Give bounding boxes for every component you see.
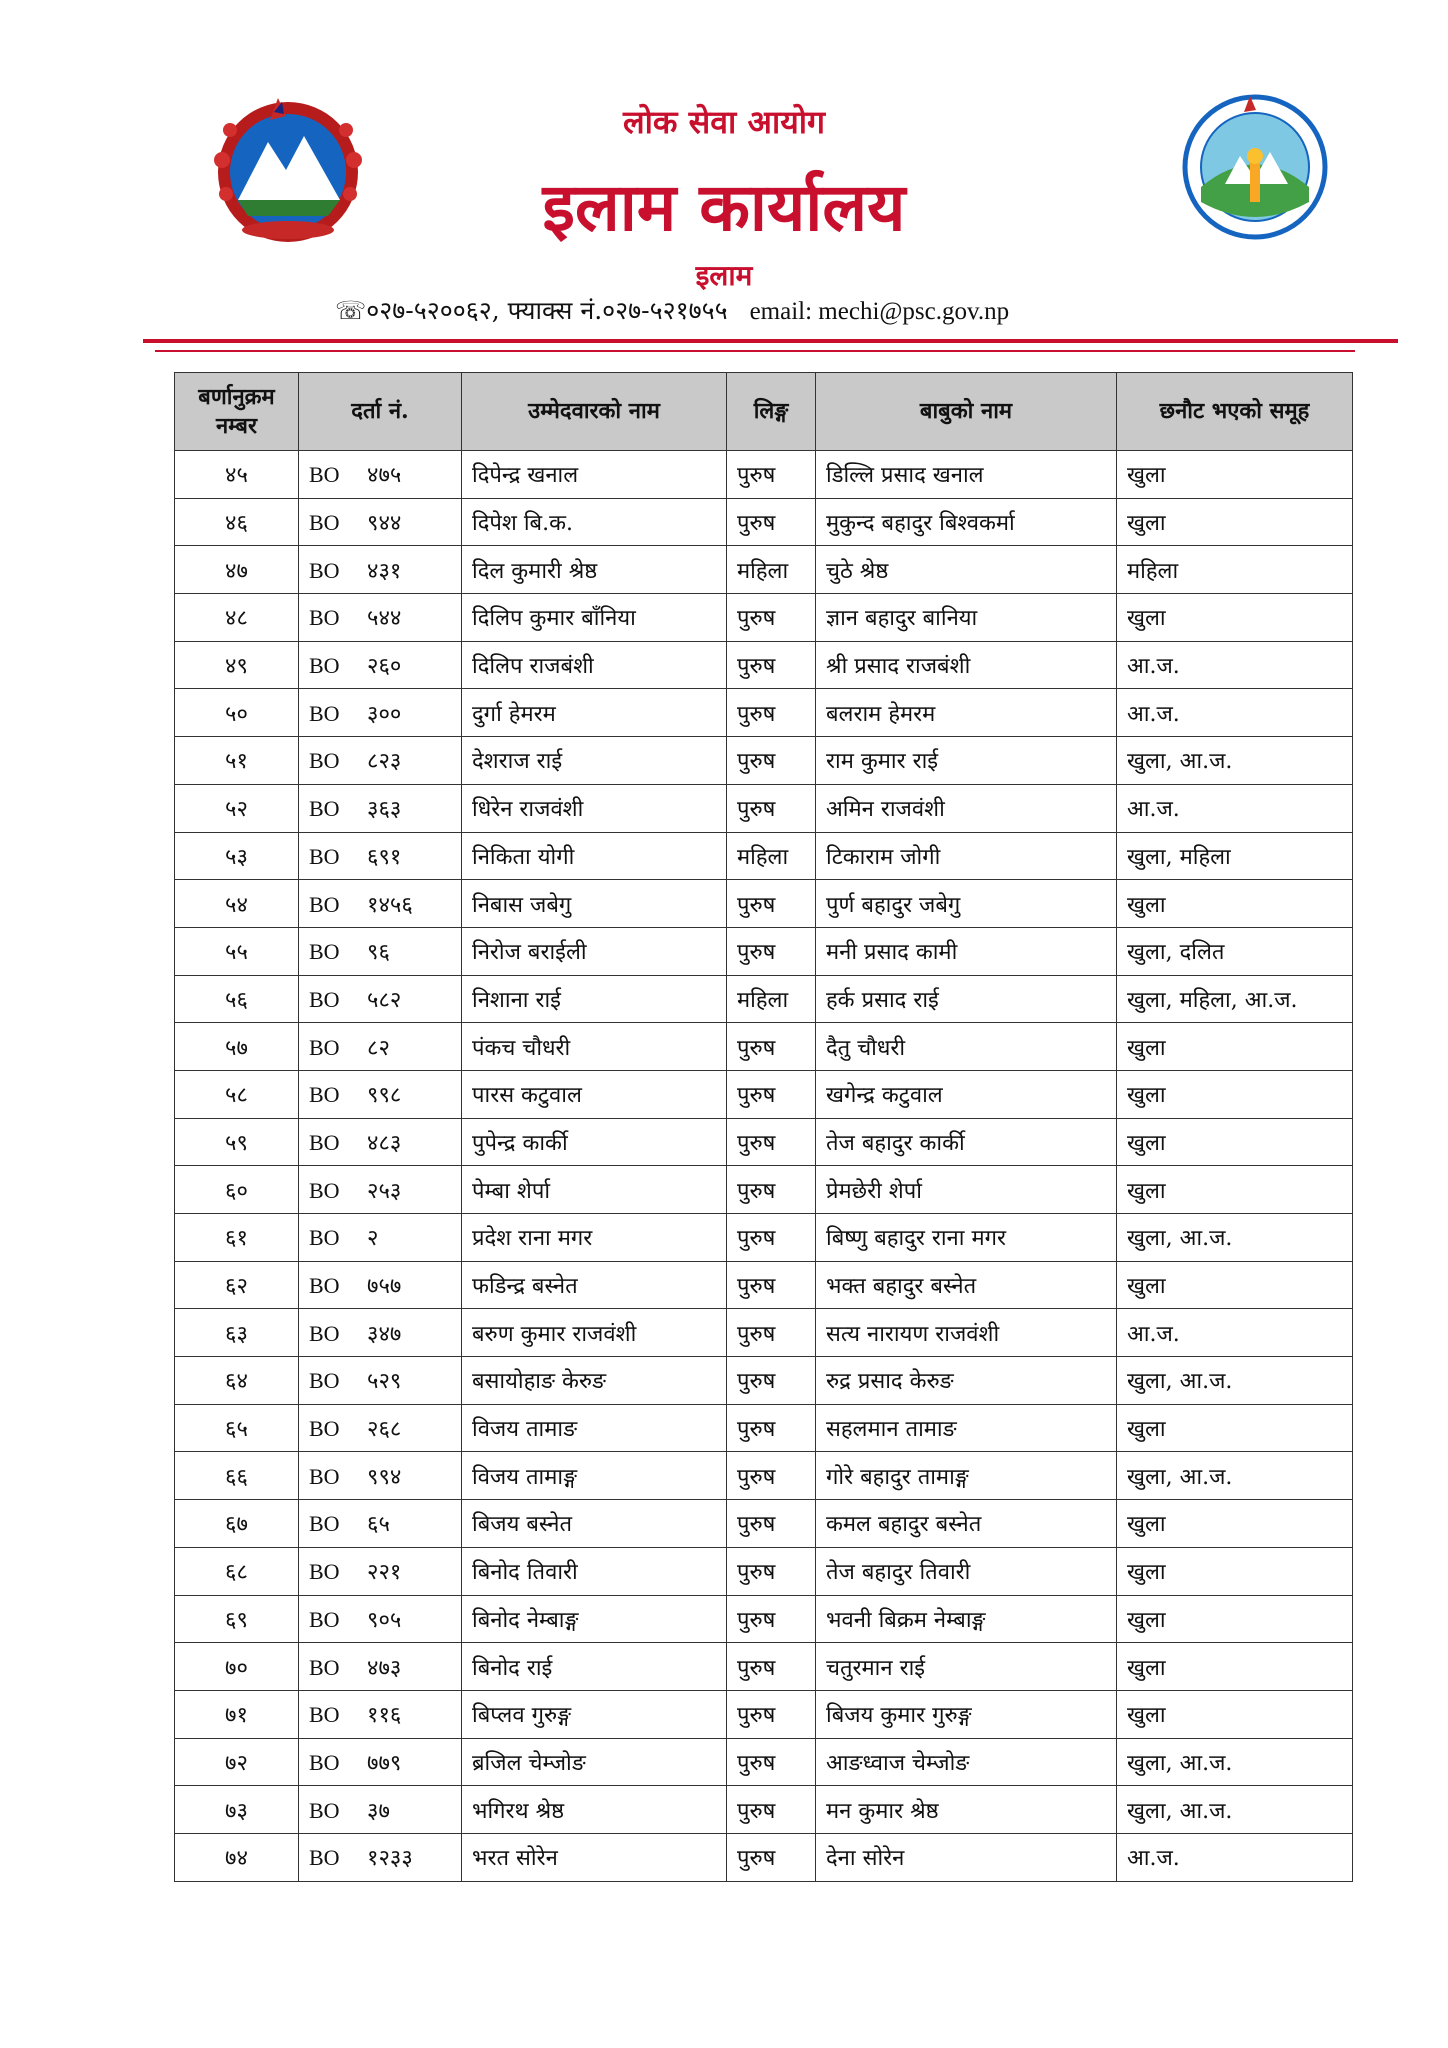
table-row (175, 1404, 1353, 1452)
table-row (175, 1023, 1353, 1071)
cell-gender: पुरुष (727, 1547, 816, 1595)
cell-gender: पुरुष (727, 1261, 816, 1309)
table-row (175, 1500, 1353, 1548)
cell-registration (299, 880, 462, 928)
office-place: इलाम (695, 259, 753, 292)
cell-serial: ६७ (175, 1500, 299, 1548)
cell-candidate-name: पारस कटुवाल (462, 1070, 727, 1118)
cell-selected-group: आ.ज. (1117, 784, 1353, 832)
cell-father-name: ज्ञान बहादुर बानिया (816, 594, 1117, 642)
cell-candidate-name: दिल कुमारी श्रेष्ठ (462, 546, 727, 594)
registration-prefix: BO (309, 1225, 340, 1251)
cell-father-name: बलराम हेमरम (816, 689, 1117, 737)
registration-prefix: BO (309, 1511, 340, 1537)
table-row (175, 1118, 1353, 1166)
registration-prefix: BO (309, 1606, 340, 1632)
table-row (175, 1738, 1353, 1786)
cell-serial: ६५ (175, 1404, 299, 1452)
cell-selected-group: खुला (1117, 498, 1353, 546)
cell-selected-group: खुला, महिला (1117, 832, 1353, 880)
cell-registration (299, 594, 462, 642)
cell-father-name: कमल बहादुर बस्नेत (816, 1500, 1117, 1548)
cell-registration (299, 451, 462, 499)
cell-gender: पुरुष (727, 594, 816, 642)
cell-selected-group: खुला (1117, 1166, 1353, 1214)
cell-candidate-name: निकिता योगी (462, 832, 727, 880)
registration-number: ५४४ (367, 606, 402, 632)
registration-number: ९४४ (367, 511, 402, 537)
cell-serial: ७४ (175, 1833, 299, 1881)
cell-father-name: श्री प्रसाद राजबंशी (816, 641, 1117, 689)
table-row (175, 1786, 1353, 1834)
cell-registration (299, 1261, 462, 1309)
registration-prefix: BO (309, 605, 340, 631)
cell-gender: महिला (727, 832, 816, 880)
cell-serial: ६० (175, 1166, 299, 1214)
cell-registration (299, 498, 462, 546)
cell-candidate-name: बिनोद तिवारी (462, 1547, 727, 1595)
registration-number: ९६ (367, 940, 390, 966)
cell-father-name: हर्क प्रसाद राई (816, 975, 1117, 1023)
cell-father-name: अमिन राजवंशी (816, 784, 1117, 832)
cell-selected-group: खुला (1117, 1118, 1353, 1166)
registration-number: ६९१ (367, 844, 402, 870)
registration-number: २५३ (367, 1178, 402, 1204)
cell-registration (299, 1595, 462, 1643)
registration-prefix: BO (309, 1559, 340, 1585)
cell-candidate-name: भरत सोरेन (462, 1833, 727, 1881)
cell-gender: पुरुष (727, 784, 816, 832)
cell-serial: ४९ (175, 641, 299, 689)
cell-serial: ४७ (175, 546, 299, 594)
cell-father-name: देना सोरेन (816, 1833, 1117, 1881)
header-rule-thin (155, 350, 1355, 352)
registration-number: १४५६ (367, 892, 413, 918)
table-row (175, 1547, 1353, 1595)
cell-registration (299, 1643, 462, 1691)
cell-gender: पुरुष (727, 1500, 816, 1548)
cell-registration (299, 1404, 462, 1452)
registration-prefix: BO (309, 1702, 340, 1728)
registration-prefix: BO (309, 986, 340, 1012)
cell-candidate-name: धिरेन राजवंशी (462, 784, 727, 832)
cell-serial: ५७ (175, 1023, 299, 1071)
cell-candidate-name: बिप्लव गुरुङ्ग (462, 1690, 727, 1738)
cell-selected-group: खुला, आ.ज. (1117, 1357, 1353, 1405)
cell-selected-group: खुला (1117, 1500, 1353, 1548)
cell-candidate-name: देशराज राई (462, 737, 727, 785)
cell-registration (299, 1214, 462, 1262)
table-row (175, 1309, 1353, 1357)
cell-selected-group: खुला (1117, 1547, 1353, 1595)
cell-gender: महिला (727, 546, 816, 594)
cell-selected-group: खुला (1117, 1404, 1353, 1452)
cell-gender: पुरुष (727, 1357, 816, 1405)
cell-serial: ६४ (175, 1357, 299, 1405)
cell-selected-group: खुला, दलित (1117, 927, 1353, 975)
header-rule-thick (143, 339, 1398, 343)
cell-father-name: बिजय कुमार गुरुङ्ग (816, 1690, 1117, 1738)
cell-serial: ५४ (175, 880, 299, 928)
registration-number: ६५ (367, 1512, 390, 1538)
header-gender: लिङ्ग (727, 373, 816, 451)
registration-number: २२१ (367, 1560, 402, 1586)
cell-serial: ५५ (175, 927, 299, 975)
registration-number: ८२३ (367, 749, 402, 775)
cell-gender: पुरुष (727, 1309, 816, 1357)
cell-serial: ७२ (175, 1738, 299, 1786)
cell-father-name: मन कुमार श्रेष्ठ (816, 1786, 1117, 1834)
header-candidate-name: उम्मेदवारको नाम (462, 373, 727, 451)
cell-gender: पुरुष (727, 1070, 816, 1118)
cell-candidate-name: प्रदेश राना मगर (462, 1214, 727, 1262)
cell-selected-group: खुला (1117, 1023, 1353, 1071)
cell-father-name: तेज बहादुर कार्की (816, 1118, 1117, 1166)
cell-father-name: दैतु चौधरी (816, 1023, 1117, 1071)
cell-serial: ४५ (175, 451, 299, 499)
cell-father-name: चुठे श्रेष्ठ (816, 546, 1117, 594)
cell-selected-group: खुला (1117, 1595, 1353, 1643)
registration-number: ३७ (367, 1798, 390, 1824)
cell-selected-group: खुला (1117, 880, 1353, 928)
cell-father-name: रुद्र प्रसाद केरुङ (816, 1357, 1117, 1405)
cell-serial: ६३ (175, 1309, 299, 1357)
table-row (175, 1643, 1353, 1691)
cell-father-name: पुर्ण बहादुर जबेगु (816, 880, 1117, 928)
registration-prefix: BO (309, 1368, 340, 1394)
cell-father-name: टिकाराम जोगी (816, 832, 1117, 880)
cell-selected-group: खुला, आ.ज. (1117, 1738, 1353, 1786)
cell-candidate-name: भगिरथ श्रेष्ठ (462, 1786, 727, 1834)
cell-registration (299, 1309, 462, 1357)
registration-number: ५८२ (367, 987, 402, 1013)
cell-serial: ४८ (175, 594, 299, 642)
cell-gender: महिला (727, 975, 816, 1023)
cell-gender: पुरुष (727, 451, 816, 499)
registration-number: २६० (367, 654, 402, 680)
registration-number: ८२ (367, 1035, 390, 1061)
cell-candidate-name: बिजय बस्नेत (462, 1500, 727, 1548)
header-father-name: बाबुको नाम (816, 373, 1117, 451)
cell-candidate-name: बरुण कुमार राजवंशी (462, 1309, 727, 1357)
cell-selected-group: आ.ज. (1117, 1833, 1353, 1881)
registration-number: ७५७ (367, 1274, 402, 1300)
cell-selected-group: खुला (1117, 1690, 1353, 1738)
contact-line (335, 293, 1235, 327)
cell-selected-group: खुला, आ.ज. (1117, 1786, 1353, 1834)
table-row (175, 784, 1353, 832)
cell-gender: पुरुष (727, 1738, 816, 1786)
registration-prefix: BO (309, 1797, 340, 1823)
cell-father-name: आङध्वाज चेम्जोङ (816, 1738, 1117, 1786)
registration-number: ४८३ (367, 1130, 402, 1156)
cell-candidate-name: पुपेन्द्र कार्की (462, 1118, 727, 1166)
registration-number: ५२९ (367, 1369, 402, 1395)
cell-selected-group: खुला, आ.ज. (1117, 737, 1353, 785)
cell-selected-group: आ.ज. (1117, 689, 1353, 737)
cell-registration (299, 546, 462, 594)
table-row (175, 1261, 1353, 1309)
cell-father-name: भक्त बहादुर बस्नेत (816, 1261, 1117, 1309)
cell-father-name: राम कुमार राई (816, 737, 1117, 785)
cell-father-name: गोरे बहादुर तामाङ्ग (816, 1452, 1117, 1500)
cell-father-name: तेज बहादुर तिवारी (816, 1547, 1117, 1595)
phone-fax: ☏०२७-५२००६२, फ्याक्स नं.०२७-५२१७५५ (335, 296, 728, 325)
cell-candidate-name: बिनोद राई (462, 1643, 727, 1691)
registration-number: ९०५ (367, 1607, 402, 1633)
cell-serial: ७३ (175, 1786, 299, 1834)
table-row (175, 594, 1353, 642)
cell-gender: पुरुष (727, 1595, 816, 1643)
cell-serial: ५१ (175, 737, 299, 785)
cell-registration (299, 737, 462, 785)
registration-number: ३६३ (367, 797, 402, 823)
registration-prefix: BO (309, 1749, 340, 1775)
cell-candidate-name: पेम्बा शेर्पा (462, 1166, 727, 1214)
cell-candidate-name: दिपेन्द्र खनाल (462, 451, 727, 499)
registration-prefix: BO (309, 1129, 340, 1155)
table-row (175, 498, 1353, 546)
cell-gender: पुरुष (727, 737, 816, 785)
cell-candidate-name: दुर्गा हेमरम (462, 689, 727, 737)
registration-prefix: BO (309, 1845, 340, 1871)
cell-father-name: मनी प्रसाद कामी (816, 927, 1117, 975)
table-row (175, 832, 1353, 880)
table-row (175, 975, 1353, 1023)
cell-candidate-name: फडिन्द्र बस्नेत (462, 1261, 727, 1309)
cell-candidate-name: निशाना राई (462, 975, 727, 1023)
cell-father-name: मुकुन्द बहादुर बिश्वकर्मा (816, 498, 1117, 546)
cell-father-name: खगेन्द्र कटुवाल (816, 1070, 1117, 1118)
cell-candidate-name: निरोज बराईली (462, 927, 727, 975)
cell-gender: पुरुष (727, 1690, 816, 1738)
cell-serial: ५६ (175, 975, 299, 1023)
cell-gender: पुरुष (727, 880, 816, 928)
cell-registration (299, 1166, 462, 1214)
registration-prefix: BO (309, 653, 340, 679)
registration-number: ९९८ (367, 1083, 402, 1109)
cell-gender: पुरुष (727, 1214, 816, 1262)
cell-selected-group: महिला (1117, 546, 1353, 594)
registration-number: ७७९ (367, 1750, 402, 1776)
registration-prefix: BO (309, 700, 340, 726)
cell-serial: ६८ (175, 1547, 299, 1595)
registration-prefix: BO (309, 748, 340, 774)
registration-number: ९९४ (367, 1464, 402, 1490)
registration-prefix: BO (309, 796, 340, 822)
cell-serial: ५३ (175, 832, 299, 880)
table-row (175, 1070, 1353, 1118)
table-header-row (175, 373, 1353, 451)
cell-serial: ६२ (175, 1261, 299, 1309)
cell-gender: पुरुष (727, 1118, 816, 1166)
registration-number: २ (367, 1226, 379, 1252)
table-row (175, 689, 1353, 737)
cell-registration (299, 1833, 462, 1881)
table-row (175, 1166, 1353, 1214)
registration-number: १२३३ (367, 1846, 413, 1872)
cell-registration (299, 1738, 462, 1786)
cell-serial: ५२ (175, 784, 299, 832)
cell-serial: ५० (175, 689, 299, 737)
table-row (175, 1357, 1353, 1405)
cell-father-name: चतुरमान राई (816, 1643, 1117, 1691)
cell-registration (299, 1070, 462, 1118)
cell-registration (299, 927, 462, 975)
cell-candidate-name: विजय तामाङ्ग (462, 1452, 727, 1500)
table-row (175, 1595, 1353, 1643)
header-selected-group: छनौट भएको समूह (1117, 373, 1353, 451)
header-registration: दर्ता नं. (299, 373, 462, 451)
cell-selected-group: आ.ज. (1117, 641, 1353, 689)
cell-registration (299, 1786, 462, 1834)
cell-serial: ५९ (175, 1118, 299, 1166)
registration-prefix: BO (309, 557, 340, 583)
cell-father-name: भवनी बिक्रम नेम्बाङ्ग (816, 1595, 1117, 1643)
cell-candidate-name: बिनोद नेम्बाङ्ग (462, 1595, 727, 1643)
cell-gender: पुरुष (727, 689, 816, 737)
cell-serial: ७० (175, 1643, 299, 1691)
cell-father-name: प्रेमछेरी शेर्पा (816, 1166, 1117, 1214)
cell-selected-group: खुला, आ.ज. (1117, 1452, 1353, 1500)
cell-father-name: सत्य नारायण राजवंशी (816, 1309, 1117, 1357)
cell-registration (299, 975, 462, 1023)
registration-number: ४३१ (367, 558, 402, 584)
cell-serial: ५८ (175, 1070, 299, 1118)
cell-registration (299, 832, 462, 880)
registration-prefix: BO (309, 939, 340, 965)
registration-prefix: BO (309, 1034, 340, 1060)
registration-number: २६८ (367, 1417, 402, 1443)
table-row (175, 641, 1353, 689)
cell-candidate-name: ब्रजिल चेम्जोङ (462, 1738, 727, 1786)
table-row (175, 1833, 1353, 1881)
cell-registration (299, 784, 462, 832)
cell-serial: ६९ (175, 1595, 299, 1643)
cell-gender: पुरुष (727, 1786, 816, 1834)
results-table (174, 372, 1353, 1882)
registration-prefix: BO (309, 1320, 340, 1346)
registration-number: ४७३ (367, 1655, 402, 1681)
cell-father-name: बिष्णु बहादुर राना मगर (816, 1214, 1117, 1262)
table-row (175, 927, 1353, 975)
org-name: लोक सेवा आयोग (622, 103, 826, 141)
cell-candidate-name: पंकच चौधरी (462, 1023, 727, 1071)
registration-number: ३०० (367, 701, 402, 727)
cell-selected-group: खुला (1117, 1070, 1353, 1118)
cell-gender: पुरुष (727, 1833, 816, 1881)
cell-father-name: डिल्लि प्रसाद खनाल (816, 451, 1117, 499)
cell-candidate-name: बसायोहाङ केरुङ (462, 1357, 727, 1405)
table-row (175, 1452, 1353, 1500)
cell-selected-group: खुला (1117, 451, 1353, 499)
table-row (175, 546, 1353, 594)
header-serial: बर्णानुक्रम नम्बर (175, 373, 299, 451)
cell-selected-group: खुला, आ.ज. (1117, 1214, 1353, 1262)
email-address: email: mechi@psc.gov.np (749, 298, 1010, 325)
cell-serial: ४६ (175, 498, 299, 546)
cell-gender: पुरुष (727, 1404, 816, 1452)
cell-selected-group: खुला (1117, 594, 1353, 642)
cell-selected-group: आ.ज. (1117, 1309, 1353, 1357)
table-row (175, 1690, 1353, 1738)
cell-candidate-name: दिलिप राजबंशी (462, 641, 727, 689)
cell-candidate-name: दिलिप कुमार बाँनिया (462, 594, 727, 642)
cell-registration (299, 689, 462, 737)
table-row (175, 1214, 1353, 1262)
cell-gender: पुरुष (727, 1452, 816, 1500)
registration-number: ४७५ (367, 463, 402, 489)
cell-registration (299, 1452, 462, 1500)
cell-registration (299, 1547, 462, 1595)
registration-prefix: BO (309, 891, 340, 917)
table-row (175, 451, 1353, 499)
registration-prefix: BO (309, 1082, 340, 1108)
cell-gender: पुरुष (727, 1023, 816, 1071)
cell-father-name: सहलमान तामाङ (816, 1404, 1117, 1452)
cell-candidate-name: दिपेश बि.क. (462, 498, 727, 546)
cell-registration (299, 1500, 462, 1548)
office-name: इलाम कार्यालय (542, 168, 906, 246)
cell-registration (299, 1023, 462, 1071)
registration-prefix: BO (309, 1177, 340, 1203)
table-row (175, 737, 1353, 785)
cell-registration (299, 1118, 462, 1166)
cell-gender: पुरुष (727, 498, 816, 546)
registration-number: ३४७ (367, 1321, 402, 1347)
cell-registration (299, 641, 462, 689)
cell-serial: ६१ (175, 1214, 299, 1262)
registration-prefix: BO (309, 1416, 340, 1442)
registration-prefix: BO (309, 1654, 340, 1680)
table-row (175, 880, 1353, 928)
registration-prefix: BO (309, 843, 340, 869)
registration-prefix: BO (309, 1273, 340, 1299)
registration-prefix: BO (309, 1463, 340, 1489)
cell-selected-group: खुला (1117, 1643, 1353, 1691)
cell-candidate-name: विजय तामाङ (462, 1404, 727, 1452)
registration-prefix: BO (309, 510, 340, 536)
cell-candidate-name: निबास जबेगु (462, 880, 727, 928)
cell-serial: ७१ (175, 1690, 299, 1738)
cell-serial: ६६ (175, 1452, 299, 1500)
cell-selected-group: खुला, महिला, आ.ज. (1117, 975, 1353, 1023)
cell-gender: पुरुष (727, 1643, 816, 1691)
cell-gender: पुरुष (727, 927, 816, 975)
cell-registration (299, 1357, 462, 1405)
cell-gender: पुरुष (727, 1166, 816, 1214)
cell-selected-group: खुला (1117, 1261, 1353, 1309)
registration-prefix: BO (309, 462, 340, 488)
cell-gender: पुरुष (727, 641, 816, 689)
registration-number: ११६ (367, 1703, 402, 1729)
cell-registration (299, 1690, 462, 1738)
